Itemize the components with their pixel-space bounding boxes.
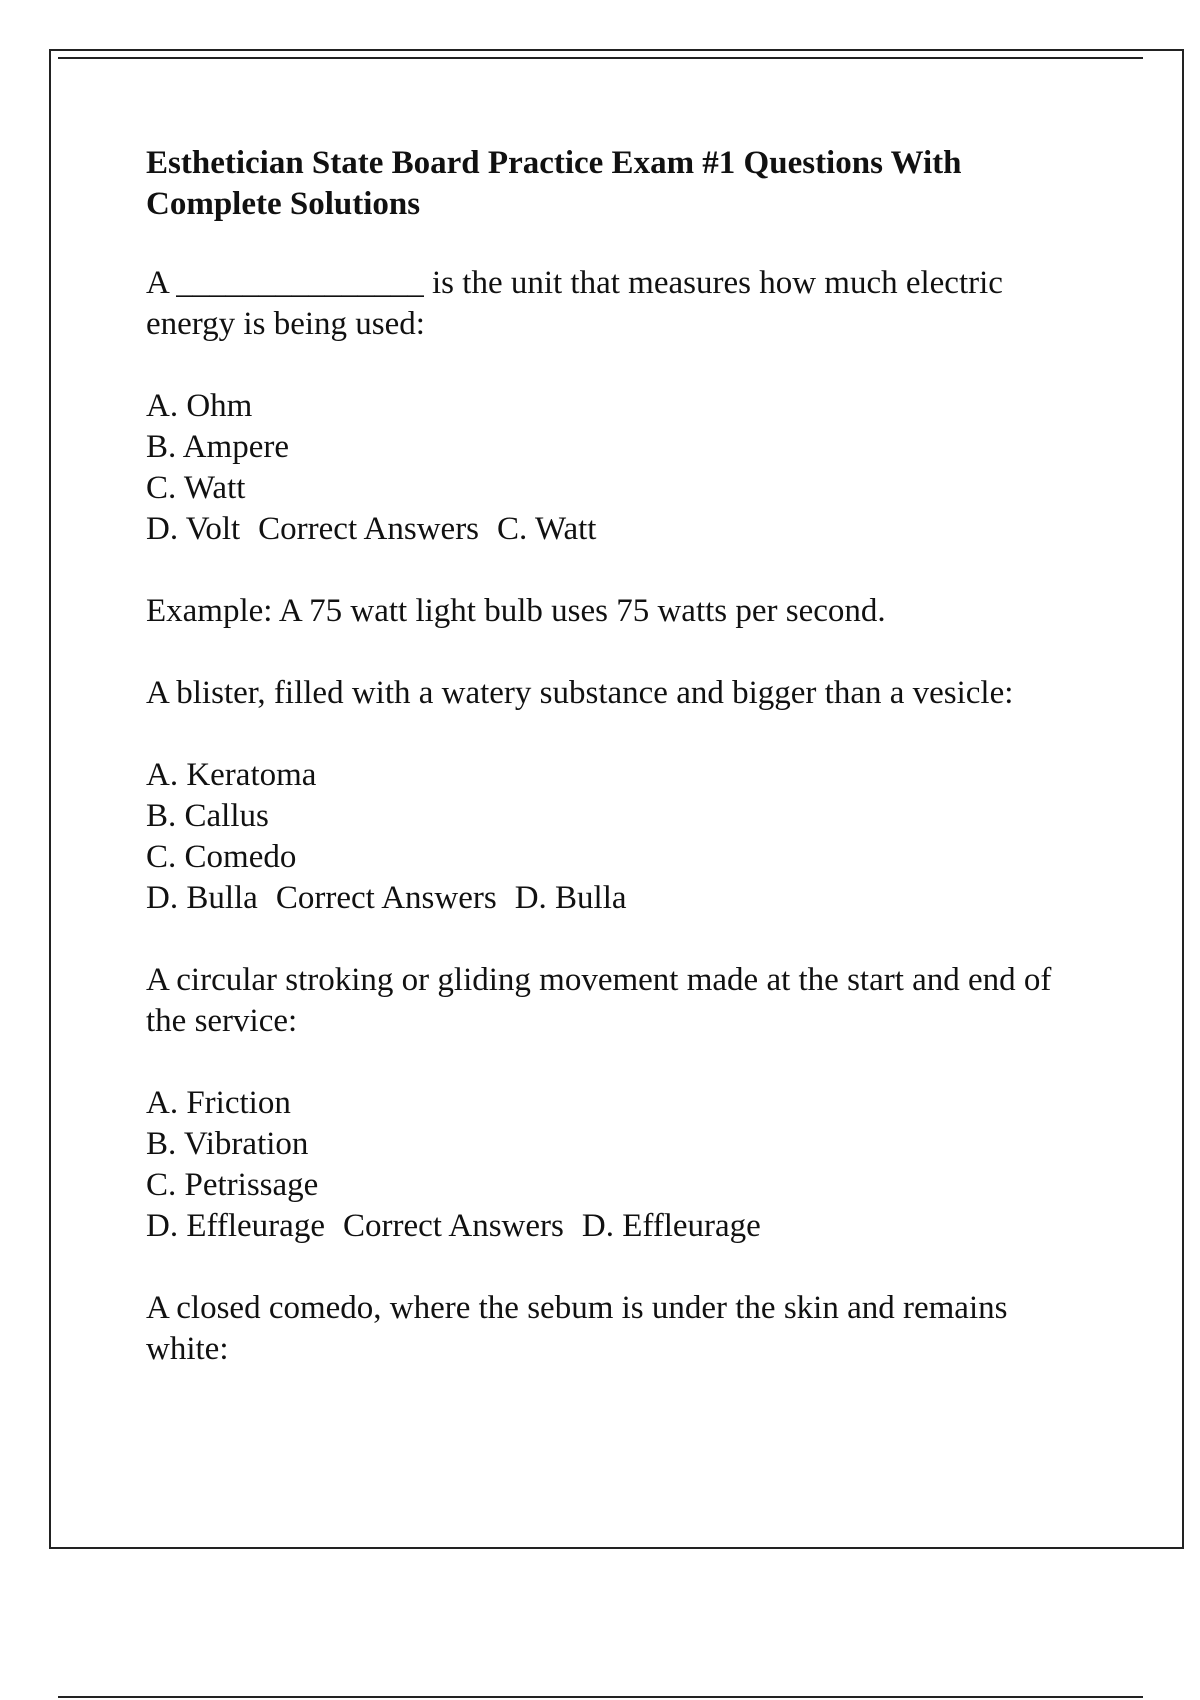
bottom-rule: [58, 1696, 1143, 1698]
top-rule: [58, 57, 1143, 59]
option-d-with-answer: [146, 878, 1086, 919]
option-c: C. Comedo: [146, 839, 297, 875]
option-a: A. Friction: [146, 1085, 291, 1121]
option-d-with-answer: [146, 509, 1086, 550]
question-prompt: A circular stroking or gliding movement made at the start and end of the service:: [146, 962, 1052, 1039]
option-b: B. Callus: [146, 798, 269, 834]
explanation-note: Example: A 75 watt light bulb uses 75 watts per second.: [146, 593, 886, 629]
option-d: D. Bulla: [146, 880, 258, 916]
option-c: C. Petrissage: [146, 1167, 319, 1203]
option-d: D. Volt: [146, 511, 241, 547]
option-b: B. Ampere: [146, 429, 289, 465]
correct-answer: D. Effleurage: [581, 1208, 761, 1244]
option-a: A. Ohm: [146, 388, 253, 424]
correct-answer: D. Bulla: [514, 880, 627, 916]
option-d: D. Effleurage: [146, 1208, 325, 1244]
correct-answers-label: Correct Answers: [275, 880, 497, 916]
document-title: Esthetician State Board Practice Exam #1 Questions With Complete Solutions: [146, 145, 962, 222]
option-c: C. Watt: [146, 470, 246, 506]
correct-answers-label: Correct Answers: [342, 1208, 564, 1244]
document-body: [146, 143, 1086, 1411]
option-a: A. Keratoma: [146, 757, 317, 793]
answer-options: [146, 755, 1086, 919]
correct-answers-label: Correct Answers: [258, 511, 480, 547]
correct-answer: C. Watt: [497, 511, 597, 547]
question-prompt: A closed comedo, where the sebum is under the skin and remains white:: [146, 1290, 1008, 1367]
question-prompt: A blister, filled with a watery substance and bigger than a vesicle:: [146, 675, 1014, 711]
question-prompt: A _______________ is the unit that measures how much electric energy is being used:: [146, 265, 1003, 342]
option-b: B. Vibration: [146, 1126, 309, 1162]
answer-options: [146, 1083, 1086, 1247]
answer-options: [146, 386, 1086, 550]
option-d-with-answer: [146, 1206, 1086, 1247]
